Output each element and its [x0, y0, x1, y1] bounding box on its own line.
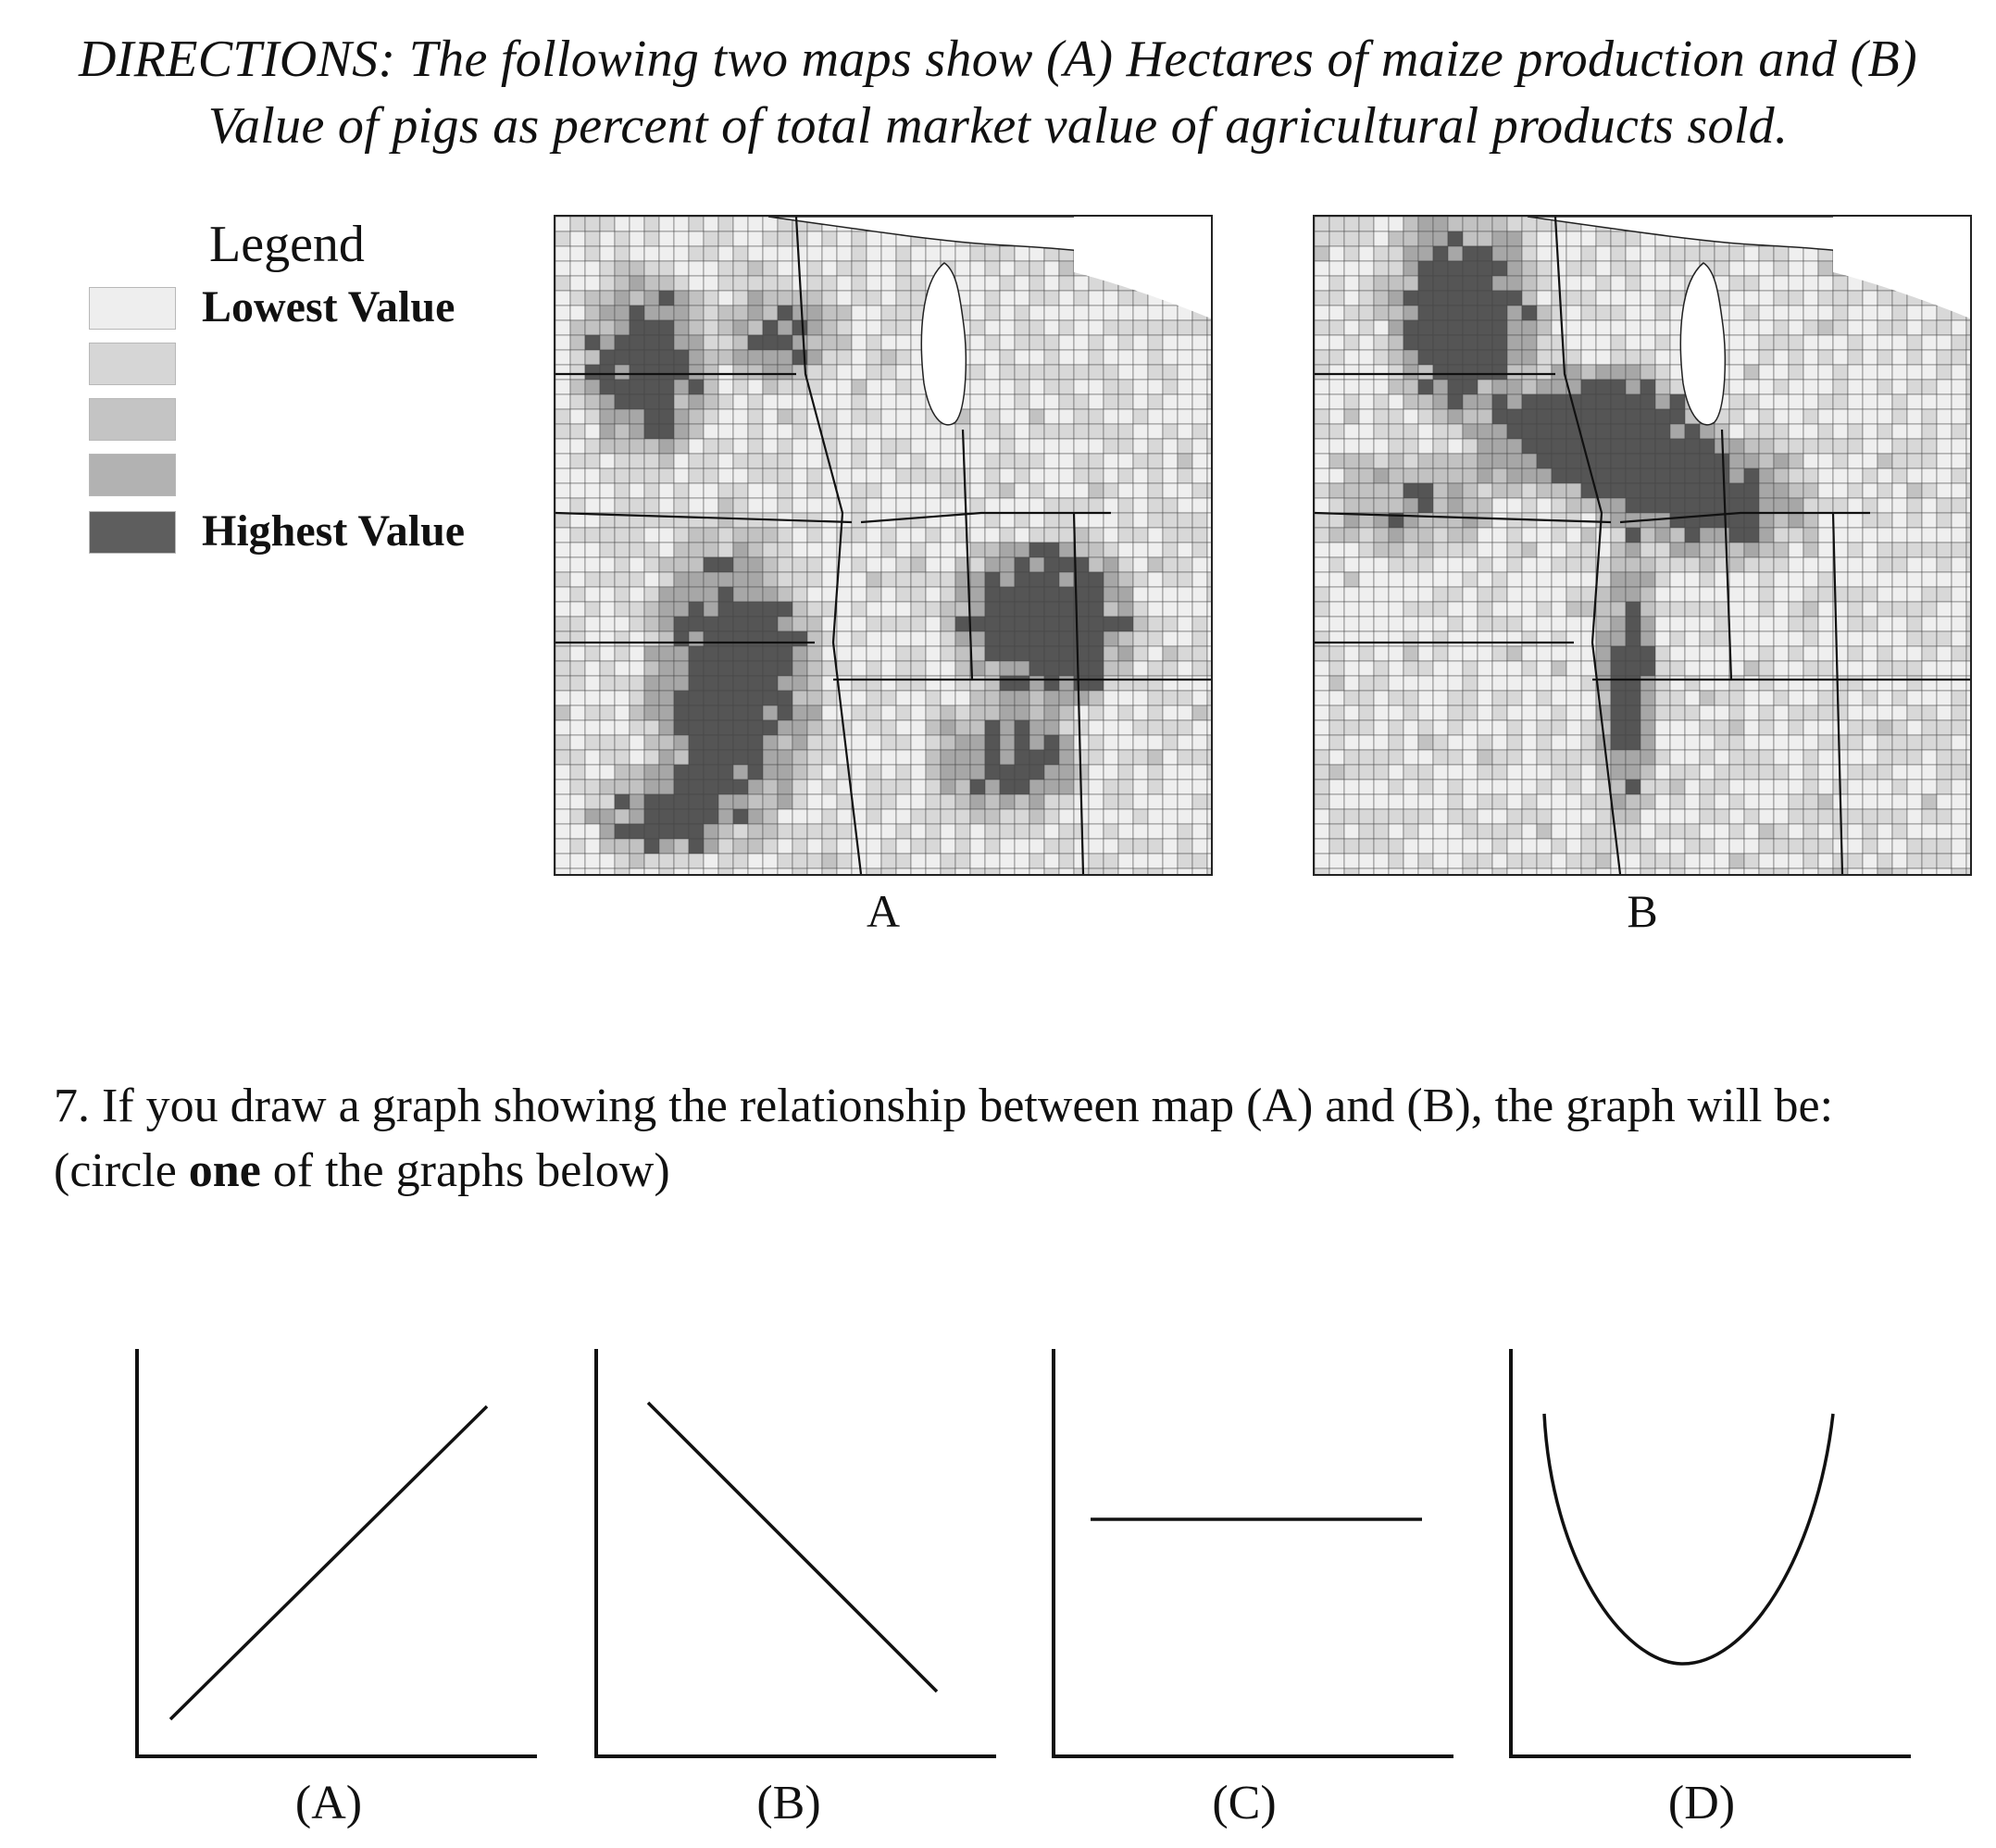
question-number: 7.	[54, 1080, 90, 1132]
map-a-caption: A	[866, 885, 901, 937]
flat-line-icon	[1054, 1349, 1453, 1756]
legend-highest-label: Highest Value	[202, 506, 466, 556]
map-b	[1313, 215, 1972, 876]
map-a	[554, 215, 1213, 876]
option-d-label[interactable]: (D)	[1667, 1777, 1736, 1829]
option-c-label[interactable]: (C)	[1212, 1777, 1277, 1829]
legend-swatch-5	[89, 511, 176, 554]
decreasing-line-icon	[596, 1349, 996, 1756]
choropleth-map-maize-hectares-icon	[555, 217, 1211, 874]
directions-line-2: Value of pigs as percent of total market value of agricultural products sold.	[207, 97, 1789, 155]
question-bold-word: one	[188, 1144, 261, 1197]
legend-swatch-1	[89, 287, 176, 330]
map-b-caption: B	[1627, 885, 1658, 937]
option-a-label[interactable]: (A)	[294, 1777, 363, 1829]
legend-swatch-3	[89, 398, 176, 441]
legend-swatch-4	[89, 454, 176, 496]
choropleth-map-pig-value-icon	[1315, 217, 1970, 874]
option-a-graph[interactable]	[130, 1338, 546, 1764]
question-text-part-1: If you draw a graph showing the relationship between map (A) and (B), the graph will be: (circle	[54, 1080, 1834, 1197]
increasing-line-icon	[137, 1349, 537, 1756]
question-7	[54, 1074, 1961, 1204]
directions-line-1: DIRECTIONS: The following two maps show (A) Hectares of maize production and (B)	[79, 31, 1917, 88]
u-curve-icon	[1511, 1349, 1911, 1756]
option-d-graph[interactable]	[1503, 1338, 1920, 1764]
option-b-graph[interactable]	[589, 1338, 1005, 1764]
map-legend	[89, 215, 524, 585]
option-c-graph[interactable]	[1046, 1338, 1463, 1764]
question-text-part-2: of the graphs below)	[260, 1144, 670, 1197]
option-b-label[interactable]: (B)	[756, 1777, 821, 1829]
legend-title: Legend	[209, 216, 365, 273]
directions-text	[0, 26, 1996, 159]
legend-swatch-2	[89, 343, 176, 385]
legend-lowest-label: Lowest Value	[202, 282, 455, 331]
